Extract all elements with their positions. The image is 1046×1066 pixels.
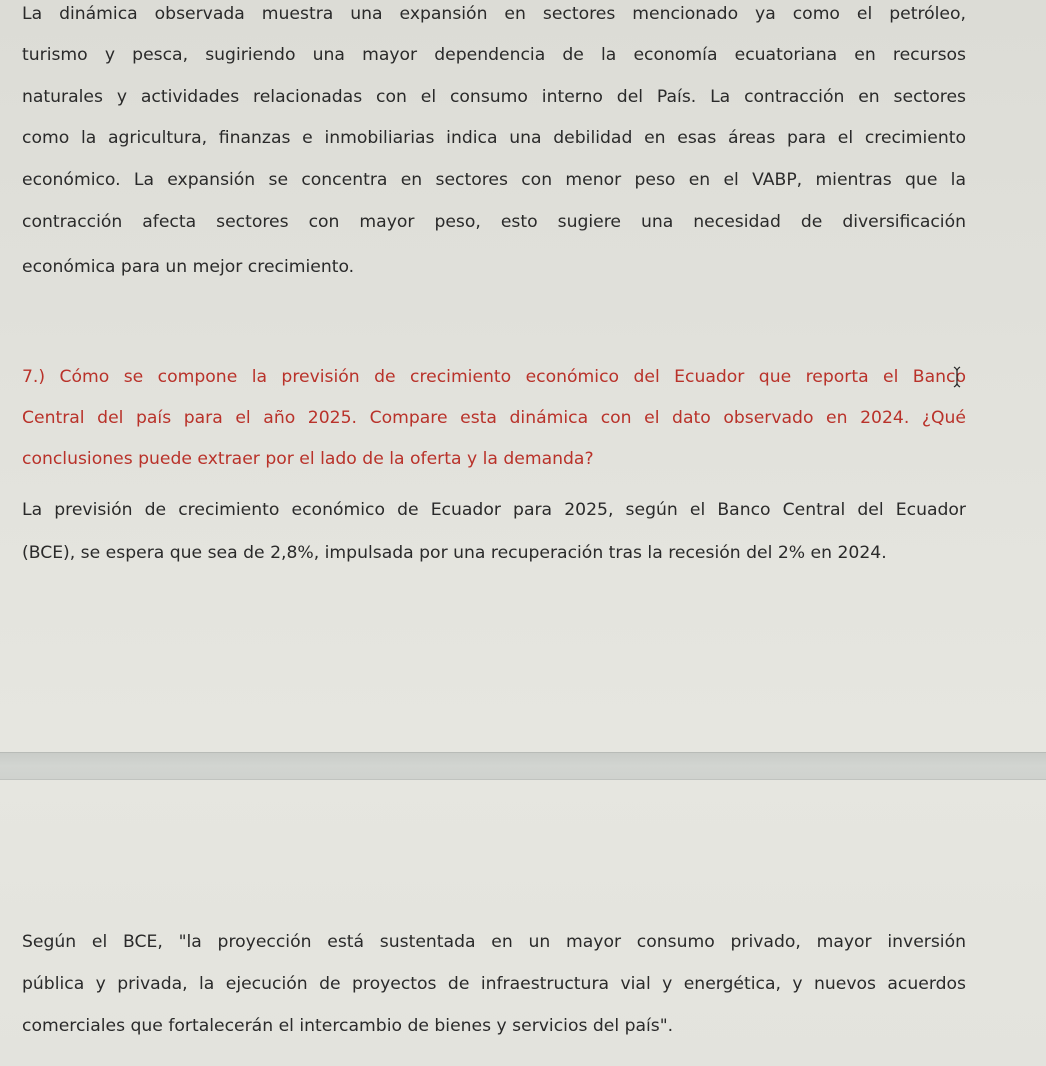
- paragraph1-line-5: económico. La expansión se concentra en sectores con menor peso en el VABP, mientras que la: [22, 170, 966, 190]
- answer2-line-1: Según el BCE, "la proyección está sustentada en un mayor consumo privado, mayor inversión: [22, 932, 966, 952]
- paragraph1-line-4: como la agricultura, finanzas e inmobiliarias indica una debilidad en esas áreas para el crecimiento: [22, 128, 966, 148]
- answer1-line-1: La previsión de crecimiento económico de Ecuador para 2025, según el Banco Central del Ecuador: [22, 500, 966, 520]
- answer2-line-2: pública y privada, la ejecución de proyectos de infraestructura vial y energética, y nuevos acuerdos: [22, 974, 966, 994]
- paragraph1-line-3: naturales y actividades relacionadas con el consumo interno del País. La contracción en sectores: [22, 87, 966, 107]
- paragraph1-line-1: La dinámica observada muestra una expansión en sectores mencionado ya como el petróleo,: [22, 4, 966, 24]
- paragraph1-line-2: turismo y pesca, sugiriendo una mayor dependencia de la economía ecuatoriana en recursos: [22, 45, 966, 65]
- question-line-3: conclusiones puede extraer por el lado de la oferta y la demanda?: [22, 449, 594, 469]
- paragraph1-line-6: contracción afecta sectores con mayor peso, esto sugiere una necesidad de diversificación: [22, 212, 966, 232]
- page-break: [0, 752, 1046, 780]
- question-line-1: 7.) Cómo se compone la previsión de crecimiento económico del Ecuador que reporta el Banco: [22, 367, 966, 387]
- paragraph1-line-7: económica para un mejor crecimiento.: [22, 257, 355, 277]
- answer2-line-3: comerciales que fortalecerán el intercambio de bienes y servicios del país".: [22, 1016, 674, 1036]
- question-line-2: Central del país para el año 2025. Compare esta dinámica con el dato observado en 2024. ¿Qué: [22, 408, 966, 428]
- answer1-line-2: (BCE), se espera que sea de 2,8%, impulsada por una recuperación tras la recesión del 2% en 2024.: [22, 543, 887, 563]
- text-cursor-icon: [952, 365, 962, 389]
